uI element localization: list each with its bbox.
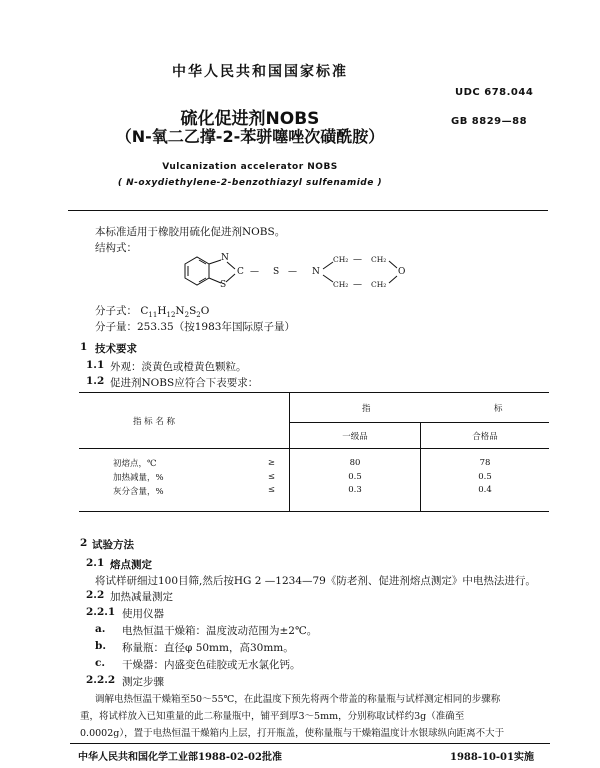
section-2-2-2-number: 2.2.2 xyxy=(86,674,116,686)
table-header-first-grade: 一级品 xyxy=(290,423,421,449)
section-2-title: 试验方法 xyxy=(92,539,134,551)
mol-dash-2: — xyxy=(288,267,297,277)
title-en-sub: ( N-oxydiethylene-2-benzothiazyl sulfenamide ) xyxy=(117,178,383,188)
section-2-1-text: 将试样研细过100目筛,然后按HG 2 —1234—79《防老剂、促进剂熔点测定》中电热法进行。 xyxy=(95,575,536,587)
section-1-title: 技术要求 xyxy=(95,343,137,355)
mol-s-link: S xyxy=(273,267,280,277)
gb-code: GB 8829—88 xyxy=(451,116,528,127)
mol-bond-2: — xyxy=(353,280,362,290)
section-2-2-1-title: 使用仪器 xyxy=(122,608,164,620)
implementation-date: 1988-10-01实施 xyxy=(450,752,534,763)
mol-ch2-3: CH₂ xyxy=(333,280,349,289)
scope-text: 本标准适用于橡胶用硫化促进剂NOBS。 xyxy=(95,226,286,238)
national-standard-header: 中华人民共和国国家标准 xyxy=(172,64,348,80)
item-c-text: 干燥器：内盛变色硅胶或无水氯化钙。 xyxy=(122,659,301,671)
table-header-op-spacer xyxy=(229,393,290,449)
title-en-main: Vulcanization accelerator NOBS xyxy=(162,162,338,172)
molecular-weight: 分子量：253.35（按1983年国际原子量） xyxy=(95,321,295,333)
section-2-2-number: 2.2 xyxy=(86,589,105,601)
item-a-text: 电热恒温干燥箱：温度波动范围为±2℃。 xyxy=(122,625,318,637)
procedure-line-1: 调解电热恒温干燥箱至50～55℃，在此温度下预先将两个带盖的称量瓶与试样测定相同的步骤称 xyxy=(95,694,501,705)
mol-o: O xyxy=(398,267,406,277)
section-2-1-number: 2.1 xyxy=(86,557,105,569)
table-row: 灰分含量，% ≤ 0.3 0.4 xyxy=(79,485,549,511)
mol-ch2-2: CH₂ xyxy=(371,255,387,264)
table-row: 加热减量，% ≤ 0.5 0.5 xyxy=(79,469,549,485)
mol-n-morph: N xyxy=(312,267,320,277)
title-zh-sub: （N-氧二乙撑-2-苯骈噻唑次磺酰胺） xyxy=(115,127,385,146)
requirements-table xyxy=(79,392,549,512)
section-1-1-text: 外观：淡黄色或橙黄色颗粒。 xyxy=(110,361,247,373)
section-1-1-number: 1.1 xyxy=(86,359,105,371)
section-1-2-number: 1.2 xyxy=(86,375,105,387)
procedure-line-3: 0.0002g），置于电热恒温干燥箱内上层，打开瓶盖，使称量瓶与干燥箱温度计水银球纵向距离不大于 xyxy=(80,728,505,739)
structure-label: 结构式： xyxy=(95,242,137,254)
approval-date: 中华人民共和国化学工业部1988-02-02批准 xyxy=(78,752,282,763)
section-2-number: 2 xyxy=(80,537,88,549)
item-c-label: c. xyxy=(95,657,106,669)
mol-bond-1: — xyxy=(353,255,362,265)
table-header-item: 指 标 名 称 xyxy=(79,393,229,449)
mol-n-top: N xyxy=(221,253,229,263)
title-zh-main: 硫化促进剂NOBS xyxy=(180,109,320,129)
section-1-2-text: 促进剂NOBS应符合下表要求： xyxy=(110,377,259,389)
section-2-2-1-number: 2.2.1 xyxy=(86,606,116,618)
mol-dash-1: — xyxy=(250,267,259,277)
item-a-label: a. xyxy=(95,623,106,635)
footer-divider xyxy=(70,743,550,744)
item-b-label: b. xyxy=(95,640,106,652)
top-divider xyxy=(68,210,548,211)
table-row: 初熔点，℃ ≥ 80 78 xyxy=(79,449,549,470)
mol-ch2-4: CH₂ xyxy=(371,280,387,289)
formula-label: 分子式： xyxy=(95,305,137,317)
mol-s-ring: S xyxy=(220,280,227,290)
table-header-index: 指 标 xyxy=(290,393,550,423)
item-b-text: 称量瓶：直径φ 50mm，高30mm。 xyxy=(122,642,294,654)
mol-c: C xyxy=(237,267,244,277)
molecular-formula: 分子式： $C_{11}H_{12}N_2S_2O$ xyxy=(95,305,210,320)
section-2-1-title: 熔点测定 xyxy=(110,559,152,571)
section-2-2-2-title: 测定步骤 xyxy=(122,676,164,688)
table-header-qualified: 合格品 xyxy=(421,423,550,449)
structural-formula xyxy=(175,250,415,300)
udc-code: UDC 678.044 xyxy=(455,87,534,98)
mol-ch2-1: CH₂ xyxy=(333,255,349,264)
section-1-number: 1 xyxy=(80,341,88,353)
procedure-line-2: 重，将试样放入已知重量的此二称量瓶中，铺平到厚3～5mm，分别称取试样约3g（准确至 xyxy=(80,711,465,722)
section-2-2-title: 加热减量测定 xyxy=(110,591,173,603)
